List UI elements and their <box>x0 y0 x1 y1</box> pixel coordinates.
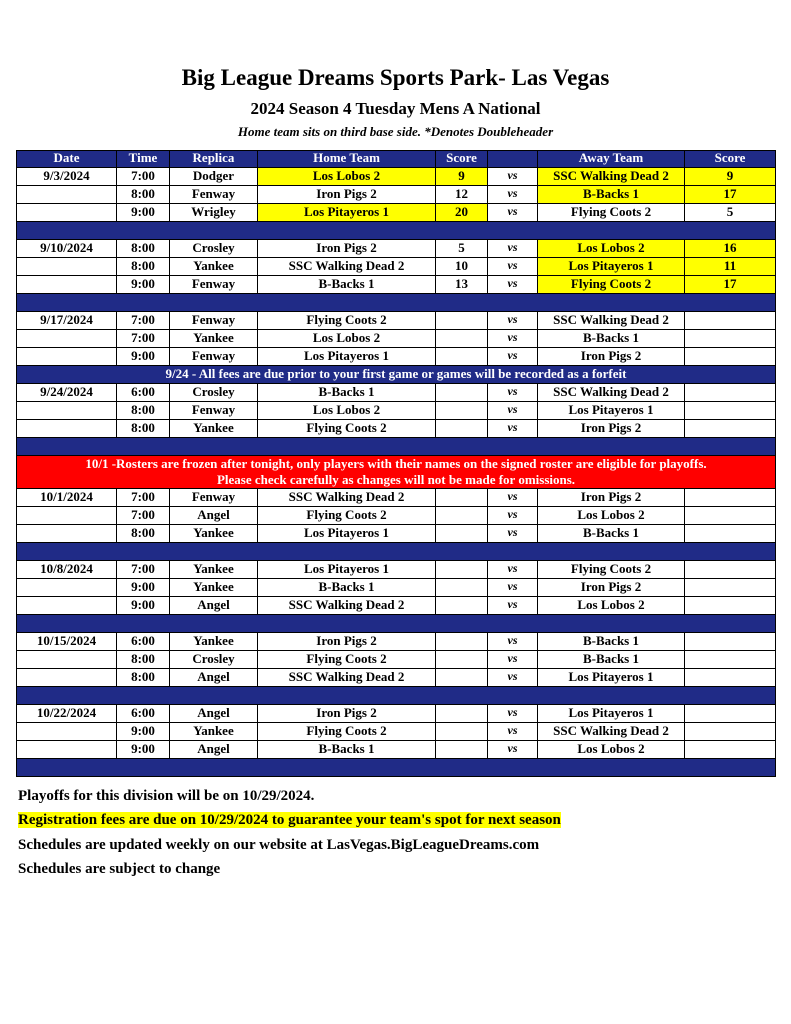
away-score-cell <box>685 419 776 437</box>
away-score-cell <box>685 596 776 614</box>
away-score-cell <box>685 524 776 542</box>
vs-cell: vs <box>488 275 538 293</box>
home-team-cell: SSC Walking Dead 2 <box>258 596 436 614</box>
vs-cell: vs <box>488 185 538 203</box>
separator-row <box>17 437 776 455</box>
date-cell <box>17 578 117 596</box>
game-row <box>17 578 776 596</box>
date-cell <box>17 668 117 686</box>
away-team-cell: SSC Walking Dead 2 <box>538 167 685 185</box>
notice-red-cell <box>17 455 776 488</box>
date-cell <box>17 185 117 203</box>
date-cell: 10/15/2024 <box>17 632 117 650</box>
time-cell: 7:00 <box>117 560 170 578</box>
home-score-cell <box>436 329 488 347</box>
home-score-cell <box>436 632 488 650</box>
date-cell <box>17 329 117 347</box>
home-team-cell: B-Backs 1 <box>258 383 436 401</box>
home-score-cell <box>436 650 488 668</box>
vs-cell: vs <box>488 347 538 365</box>
game-row <box>17 185 776 203</box>
vs-cell: vs <box>488 632 538 650</box>
replica-cell: Fenway <box>170 347 258 365</box>
home-team-cell: Flying Coots 2 <box>258 650 436 668</box>
date-cell <box>17 524 117 542</box>
away-team-cell: Los Pitayeros 1 <box>538 704 685 722</box>
game-row <box>17 401 776 419</box>
date-cell <box>17 275 117 293</box>
time-cell: 9:00 <box>117 347 170 365</box>
date-cell <box>17 650 117 668</box>
time-cell: 8:00 <box>117 668 170 686</box>
time-cell: 8:00 <box>117 524 170 542</box>
game-row <box>17 650 776 668</box>
game-row <box>17 524 776 542</box>
away-team-cell: SSC Walking Dead 2 <box>538 722 685 740</box>
date-cell <box>17 722 117 740</box>
home-team-cell: Los Pitayeros 1 <box>258 347 436 365</box>
home-team-cell: Flying Coots 2 <box>258 722 436 740</box>
home-team-cell: B-Backs 1 <box>258 578 436 596</box>
col-header-replica: Replica <box>170 150 258 167</box>
home-team-cell: Los Lobos 2 <box>258 401 436 419</box>
date-cell <box>17 203 117 221</box>
home-team-cell: SSC Walking Dead 2 <box>258 257 436 275</box>
vs-cell: vs <box>488 167 538 185</box>
time-cell: 7:00 <box>117 506 170 524</box>
away-score-cell <box>685 401 776 419</box>
away-team-cell: Los Lobos 2 <box>538 239 685 257</box>
home-score-cell <box>436 419 488 437</box>
vs-cell: vs <box>488 203 538 221</box>
date-cell: 9/17/2024 <box>17 311 117 329</box>
away-team-cell: Flying Coots 2 <box>538 203 685 221</box>
footer-registration-text: Registration fees are due on 10/29/2024 to guarantee your team's spot for next season <box>18 812 561 829</box>
replica-cell: Angel <box>170 668 258 686</box>
time-cell: 7:00 <box>117 167 170 185</box>
vs-cell: vs <box>488 560 538 578</box>
away-score-cell <box>685 650 776 668</box>
away-team-cell: Iron Pigs 2 <box>538 419 685 437</box>
separator-bar <box>17 614 776 632</box>
date-cell: 9/3/2024 <box>17 167 117 185</box>
home-team-cell: SSC Walking Dead 2 <box>258 488 436 506</box>
replica-cell: Yankee <box>170 578 258 596</box>
vs-cell: vs <box>488 311 538 329</box>
away-score-cell: 11 <box>685 257 776 275</box>
game-row <box>17 275 776 293</box>
vs-cell: vs <box>488 650 538 668</box>
replica-cell: Angel <box>170 596 258 614</box>
home-score-cell <box>436 560 488 578</box>
page-subtitle: 2024 Season 4 Tuesday Mens A National <box>250 98 541 118</box>
vs-cell: vs <box>488 578 538 596</box>
vs-cell: vs <box>488 668 538 686</box>
time-cell: 6:00 <box>117 383 170 401</box>
game-row <box>17 560 776 578</box>
home-score-cell <box>436 524 488 542</box>
away-score-cell: 5 <box>685 203 776 221</box>
replica-cell: Fenway <box>170 311 258 329</box>
vs-cell: vs <box>488 257 538 275</box>
date-cell <box>17 596 117 614</box>
replica-cell: Yankee <box>170 419 258 437</box>
home-team-cell: Los Pitayeros 1 <box>258 560 436 578</box>
separator-bar <box>17 758 776 776</box>
game-row <box>17 311 776 329</box>
home-team-cell: Los Lobos 2 <box>258 329 436 347</box>
separator-row <box>17 614 776 632</box>
home-score-cell <box>436 488 488 506</box>
replica-cell: Crosley <box>170 239 258 257</box>
away-team-cell: B-Backs 1 <box>538 185 685 203</box>
game-row <box>17 722 776 740</box>
table-header-row <box>17 150 776 167</box>
away-score-cell <box>685 704 776 722</box>
away-score-cell <box>685 311 776 329</box>
vs-cell: vs <box>488 419 538 437</box>
home-team-cell: SSC Walking Dead 2 <box>258 668 436 686</box>
game-row <box>17 203 776 221</box>
replica-cell: Yankee <box>170 560 258 578</box>
home-score-cell: 12 <box>436 185 488 203</box>
page-note: Home team sits on third base side. *Denotes Doubleheader <box>237 123 554 139</box>
footer-registration-line <box>18 811 775 831</box>
home-score-cell <box>436 668 488 686</box>
home-score-cell <box>436 383 488 401</box>
separator-row <box>17 758 776 776</box>
away-team-cell: B-Backs 1 <box>538 650 685 668</box>
notice-text-line: 9/24 - All fees are due prior to your first game or games will be recorded as a forfeit <box>165 365 627 381</box>
col-header-home-team: Home Team <box>258 150 436 167</box>
replica-cell: Yankee <box>170 524 258 542</box>
home-score-cell: 13 <box>436 275 488 293</box>
separator-bar <box>17 542 776 560</box>
schedule-table-body <box>17 167 776 776</box>
home-team-cell: Los Pitayeros 1 <box>258 524 436 542</box>
separator-bar <box>17 686 776 704</box>
vs-cell: vs <box>488 239 538 257</box>
separator-bar <box>17 293 776 311</box>
vs-cell: vs <box>488 488 538 506</box>
vs-cell: vs <box>488 329 538 347</box>
home-score-cell <box>436 506 488 524</box>
away-team-cell: Los Lobos 2 <box>538 506 685 524</box>
time-cell: 8:00 <box>117 401 170 419</box>
away-score-cell <box>685 560 776 578</box>
date-cell <box>17 419 117 437</box>
time-cell: 9:00 <box>117 740 170 758</box>
time-cell: 8:00 <box>117 239 170 257</box>
away-team-cell: Los Pitayeros 1 <box>538 257 685 275</box>
time-cell: 7:00 <box>117 311 170 329</box>
home-team-cell: B-Backs 1 <box>258 275 436 293</box>
game-row <box>17 383 776 401</box>
replica-cell: Angel <box>170 506 258 524</box>
date-cell: 10/22/2024 <box>17 704 117 722</box>
home-team-cell: Iron Pigs 2 <box>258 704 436 722</box>
away-team-cell: Iron Pigs 2 <box>538 347 685 365</box>
replica-cell: Yankee <box>170 722 258 740</box>
vs-cell: vs <box>488 506 538 524</box>
time-cell: 8:00 <box>117 650 170 668</box>
home-score-cell <box>436 596 488 614</box>
replica-cell: Dodger <box>170 167 258 185</box>
game-row <box>17 419 776 437</box>
separator-row <box>17 221 776 239</box>
notice-row <box>17 455 776 488</box>
date-cell <box>17 401 117 419</box>
date-cell: 9/24/2024 <box>17 383 117 401</box>
col-header-time: Time <box>117 150 170 167</box>
home-team-cell: Iron Pigs 2 <box>258 632 436 650</box>
away-team-cell: Los Lobos 2 <box>538 740 685 758</box>
date-cell <box>17 740 117 758</box>
replica-cell: Fenway <box>170 275 258 293</box>
away-score-cell <box>685 383 776 401</box>
home-score-cell <box>436 578 488 596</box>
home-score-cell: 20 <box>436 203 488 221</box>
replica-cell: Yankee <box>170 257 258 275</box>
away-team-cell: Flying Coots 2 <box>538 560 685 578</box>
away-score-cell <box>685 347 776 365</box>
away-team-cell: SSC Walking Dead 2 <box>538 311 685 329</box>
col-header-away-team: Away Team <box>538 150 685 167</box>
separator-bar <box>17 221 776 239</box>
away-team-cell: B-Backs 1 <box>538 524 685 542</box>
away-score-cell <box>685 488 776 506</box>
home-team-cell: Flying Coots 2 <box>258 311 436 329</box>
date-cell <box>17 347 117 365</box>
game-row <box>17 668 776 686</box>
away-score-cell <box>685 578 776 596</box>
replica-cell: Yankee <box>170 329 258 347</box>
game-row <box>17 596 776 614</box>
home-team-cell: B-Backs 1 <box>258 740 436 758</box>
away-score-cell <box>685 632 776 650</box>
game-row <box>17 488 776 506</box>
time-cell: 6:00 <box>117 704 170 722</box>
vs-cell: vs <box>488 722 538 740</box>
time-cell: 9:00 <box>117 203 170 221</box>
game-row <box>17 347 776 365</box>
game-row <box>17 257 776 275</box>
home-score-cell: 5 <box>436 239 488 257</box>
footer-subject-to-change-text: Schedules are subject to change <box>18 861 221 878</box>
game-row <box>17 329 776 347</box>
home-score-cell <box>436 722 488 740</box>
game-row <box>17 506 776 524</box>
home-score-cell: 10 <box>436 257 488 275</box>
time-cell: 9:00 <box>117 578 170 596</box>
time-cell: 9:00 <box>117 596 170 614</box>
notice-text-line: Please check carefully as changes will not be made for omissions. <box>216 471 576 487</box>
footer-subject-to-change-line <box>18 860 775 880</box>
notice-blue-cell <box>17 365 776 383</box>
away-team-cell: Los Pitayeros 1 <box>538 401 685 419</box>
away-score-cell <box>685 722 776 740</box>
home-score-cell <box>436 704 488 722</box>
footer-website-line <box>18 836 775 856</box>
game-row <box>17 632 776 650</box>
col-header-vs <box>488 150 538 167</box>
away-score-cell <box>685 668 776 686</box>
vs-cell: vs <box>488 740 538 758</box>
col-header-home-score: Score <box>436 150 488 167</box>
separator-row <box>17 686 776 704</box>
separator-row <box>17 293 776 311</box>
home-team-cell: Flying Coots 2 <box>258 419 436 437</box>
home-team-cell: Los Lobos 2 <box>258 167 436 185</box>
time-cell: 7:00 <box>117 329 170 347</box>
col-header-away-score: Score <box>685 150 776 167</box>
game-row <box>17 239 776 257</box>
notice-row <box>17 365 776 383</box>
date-cell: 10/1/2024 <box>17 488 117 506</box>
game-row <box>17 740 776 758</box>
replica-cell: Angel <box>170 740 258 758</box>
away-team-cell: Iron Pigs 2 <box>538 578 685 596</box>
page-title: Big League Dreams Sports Park- Las Vegas <box>181 65 610 90</box>
date-cell <box>17 257 117 275</box>
replica-cell: Crosley <box>170 383 258 401</box>
home-score-cell: 9 <box>436 167 488 185</box>
replica-cell: Fenway <box>170 488 258 506</box>
time-cell: 9:00 <box>117 722 170 740</box>
vs-cell: vs <box>488 704 538 722</box>
home-team-cell: Iron Pigs 2 <box>258 185 436 203</box>
vs-cell: vs <box>488 383 538 401</box>
away-score-cell <box>685 506 776 524</box>
away-score-cell <box>685 740 776 758</box>
away-score-cell: 16 <box>685 239 776 257</box>
game-row <box>17 167 776 185</box>
date-cell <box>17 506 117 524</box>
away-score-cell <box>685 329 776 347</box>
footer-website-text: Schedules are updated weekly on our website at LasVegas.BigLeagueDreams.com <box>18 836 540 853</box>
vs-cell: vs <box>488 524 538 542</box>
away-team-cell: B-Backs 1 <box>538 632 685 650</box>
replica-cell: Angel <box>170 704 258 722</box>
away-team-cell: SSC Walking Dead 2 <box>538 383 685 401</box>
replica-cell: Yankee <box>170 632 258 650</box>
home-score-cell <box>436 740 488 758</box>
away-team-cell: Los Lobos 2 <box>538 596 685 614</box>
away-team-cell: Flying Coots 2 <box>538 275 685 293</box>
away-score-cell: 9 <box>685 167 776 185</box>
time-cell: 8:00 <box>117 185 170 203</box>
date-cell: 10/8/2024 <box>17 560 117 578</box>
home-team-cell: Flying Coots 2 <box>258 506 436 524</box>
time-cell: 8:00 <box>117 419 170 437</box>
notice-text-line: 10/1 -Rosters are frozen after tonight, only players with their names on the signed roster are eligible for playoffs. <box>85 455 707 471</box>
col-header-date: Date <box>17 150 117 167</box>
away-team-cell: B-Backs 1 <box>538 329 685 347</box>
replica-cell: Fenway <box>170 401 258 419</box>
away-team-cell: Los Pitayeros 1 <box>538 668 685 686</box>
footer-playoffs-text: Playoffs for this division will be on 10/29/2024. <box>18 787 315 804</box>
time-cell: 8:00 <box>117 257 170 275</box>
separator-row <box>17 542 776 560</box>
away-score-cell: 17 <box>685 275 776 293</box>
game-row <box>17 704 776 722</box>
footer <box>16 787 775 880</box>
home-score-cell <box>436 311 488 329</box>
away-team-cell: Iron Pigs 2 <box>538 488 685 506</box>
vs-cell: vs <box>488 401 538 419</box>
footer-playoffs-line <box>18 787 775 807</box>
home-score-cell <box>436 401 488 419</box>
date-cell: 9/10/2024 <box>17 239 117 257</box>
schedule-table <box>16 150 776 777</box>
replica-cell: Fenway <box>170 185 258 203</box>
replica-cell: Wrigley <box>170 203 258 221</box>
vs-cell: vs <box>488 596 538 614</box>
home-team-cell: Los Pitayeros 1 <box>258 203 436 221</box>
replica-cell: Crosley <box>170 650 258 668</box>
separator-bar <box>17 437 776 455</box>
time-cell: 7:00 <box>117 488 170 506</box>
home-score-cell <box>436 347 488 365</box>
away-score-cell: 17 <box>685 185 776 203</box>
time-cell: 9:00 <box>117 275 170 293</box>
time-cell: 6:00 <box>117 632 170 650</box>
home-team-cell: Iron Pigs 2 <box>258 239 436 257</box>
